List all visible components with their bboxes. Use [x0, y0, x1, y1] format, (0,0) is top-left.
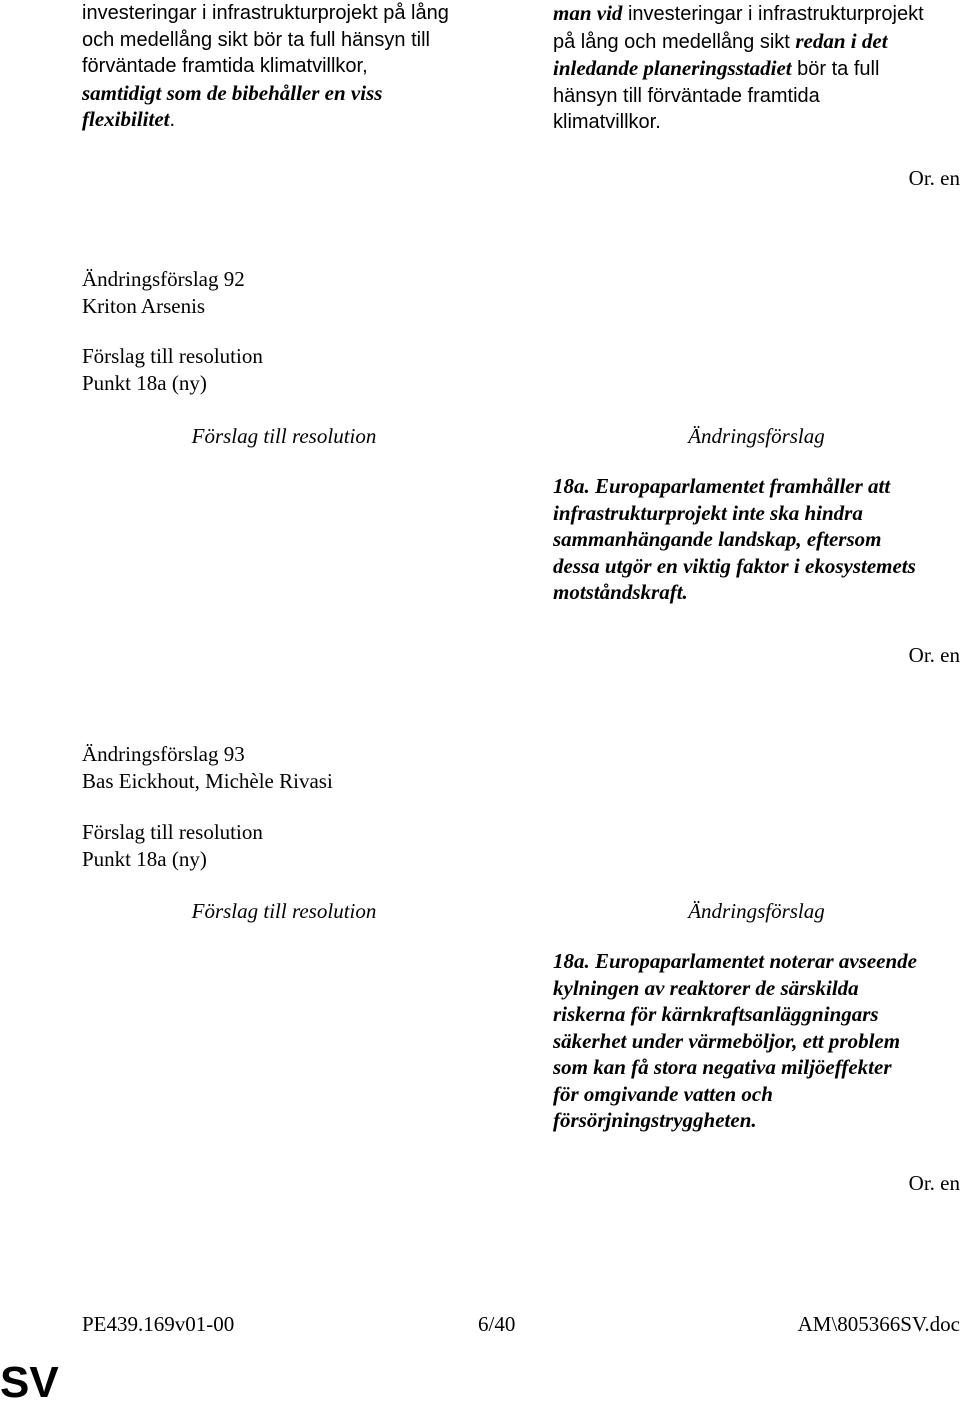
column-header-original: Förslag till resolution: [191, 424, 377, 448]
original-language-note: Or. en: [908, 643, 960, 667]
amendment-text-line: infrastrukturprojekt inte ska hindra: [553, 500, 863, 525]
amendment-number: 93: [223, 742, 245, 766]
top-left-period: .: [169, 109, 176, 131]
footer-document-name: AM\805366SV.doc: [797, 1312, 960, 1336]
top-left-column: [82, 0, 482, 134]
amendment-point: Punkt 18a (ny): [82, 370, 207, 395]
amendment-doc-type: Förslag till resolution: [82, 344, 263, 368]
top-left-italic-line: flexibilitet: [82, 107, 170, 131]
amendment-93-heading: [82, 741, 333, 794]
amendment-text-line: försörjningstryggheten.: [553, 1108, 757, 1132]
top-left-italic-line: samtidigt som de bibehåller en viss: [82, 80, 383, 105]
amendment-93-text: [553, 948, 960, 1134]
amendment-text-line: riskerna för kärnkraftsanläggningars: [553, 1002, 879, 1026]
column-header-amendment: Ändringsförslag: [688, 424, 825, 448]
amendment-92-text: [553, 473, 960, 606]
amendment-number: 92: [223, 267, 245, 291]
top-right-text: bör ta full: [791, 58, 880, 80]
amendment-author: Bas Eickhout, Michèle Rivasi: [82, 768, 333, 793]
column-header-amendment: Ändringsförslag: [688, 899, 825, 923]
amendment-label: Ändringsförslag: [82, 267, 219, 291]
top-left-line: förväntade framtida klimatvillkor,: [82, 55, 368, 77]
top-right-text: på lång och medellång sikt: [553, 30, 796, 53]
amendment-text-line: kylningen av reaktorer de särskilda: [553, 975, 859, 1000]
amendment-92-heading: [82, 266, 245, 319]
amendment-point: Punkt 18a (ny): [82, 846, 207, 871]
top-right-italic: man vid: [553, 1, 623, 25]
top-right-text: investeringar i infrastrukturprojekt: [622, 3, 924, 25]
amendment-doc-type: Förslag till resolution: [82, 820, 263, 844]
amendment-text-line: dessa utgör en viktig faktor i ekosystemets: [553, 553, 916, 578]
amendment-text-line: motståndskraft.: [553, 580, 688, 604]
footer-page-number: 6/40: [478, 1312, 516, 1336]
amendment-92-reference: [82, 343, 263, 396]
amendment-text-line: säkerhet under värmeböljor, ett problem: [553, 1028, 901, 1053]
top-right-italic: redan i det: [795, 28, 888, 53]
original-language-note: Or. en: [908, 1171, 960, 1195]
top-left-line: investeringar i infrastrukturprojekt på lång: [82, 2, 449, 24]
top-left-line: och medellång sikt bör ta full hänsyn till: [82, 28, 430, 51]
footer-language-code: SV: [0, 1358, 59, 1407]
amendment-text-line: sammanhängande landskap, eftersom: [553, 527, 882, 551]
top-right-column: [553, 0, 960, 136]
amendment-text-line: 18a. Europaparlamentet framhåller att: [553, 474, 891, 498]
top-right-italic: inledande planeringsstadiet: [553, 56, 792, 80]
amendment-author: Kriton Arsenis: [82, 293, 206, 318]
footer-reference: PE439.169v01-00: [82, 1312, 235, 1336]
original-language-note: Or. en: [908, 166, 960, 190]
amendment-93-reference: [82, 819, 263, 872]
amendment-text-line: 18a. Europaparlamentet noterar avseende: [553, 949, 918, 973]
top-right-text: hänsyn till förväntade framtida: [553, 84, 820, 107]
amendment-text-line: som kan få stora negativa miljöeffekter: [553, 1055, 892, 1079]
column-header-original: Förslag till resolution: [191, 899, 377, 923]
amendment-label: Ändringsförslag: [82, 742, 219, 766]
top-right-text: klimatvillkor.: [553, 111, 661, 133]
amendment-text-line: för omgivande vatten och: [553, 1081, 773, 1106]
